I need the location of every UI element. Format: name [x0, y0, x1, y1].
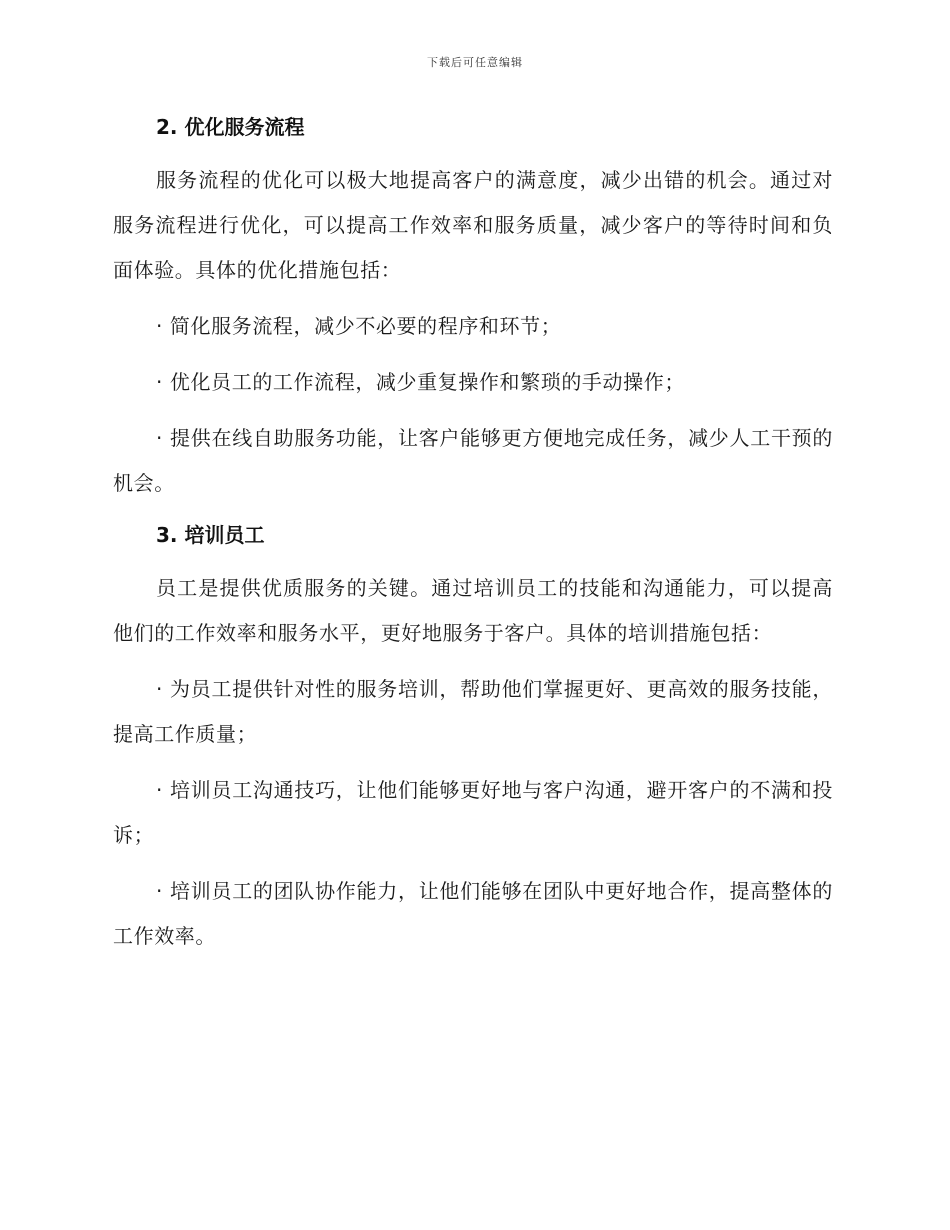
- bullet-item: · 为员工提供针对性的服务培训，帮助他们掌握更好、更高效的服务技能，提高工作质量；: [113, 677, 833, 746]
- section-intro-paragraph: 服务流程的优化可以极大地提高客户的满意度，减少出错的机会。通过对服务流程进行优化，可以提高工作效率和服务质量，减少客户的等待时间和负面体验。具体的优化措施包括：: [113, 168, 833, 282]
- header-note: 下载后可任意编辑: [427, 56, 523, 69]
- section-intro-paragraph: 员工是提供优质服务的关键。通过培训员工的技能和沟通能力，可以提高他们的工作效率和服务水平，更好地服务于客户。具体的培训措施包括：: [113, 576, 833, 645]
- bullet-item: · 培训员工的团队协作能力，让他们能够在团队中更好地合作，提高整体的工作效率。: [113, 879, 833, 948]
- section-heading: 3. 培训员工: [156, 523, 265, 547]
- bullet-item: · 简化服务流程，减少不必要的程序和环节；: [156, 314, 562, 338]
- section-optimize-service-process: [113, 110, 833, 506]
- bullet-item: · 培训员工沟通技巧，让他们能够更好地与客户沟通，避开客户的不满和投诉；: [113, 778, 833, 847]
- bullet-item: · 优化员工的工作流程，减少重复操作和繁琐的手动操作；: [156, 370, 685, 394]
- section-heading: 2. 优化服务流程: [156, 115, 305, 139]
- document-body: [113, 110, 833, 959]
- section-train-staff: [113, 518, 833, 959]
- bullet-item: · 提供在线自助服务功能，让客户能够更方便地完成任务，减少人工干预的机会。: [113, 426, 833, 495]
